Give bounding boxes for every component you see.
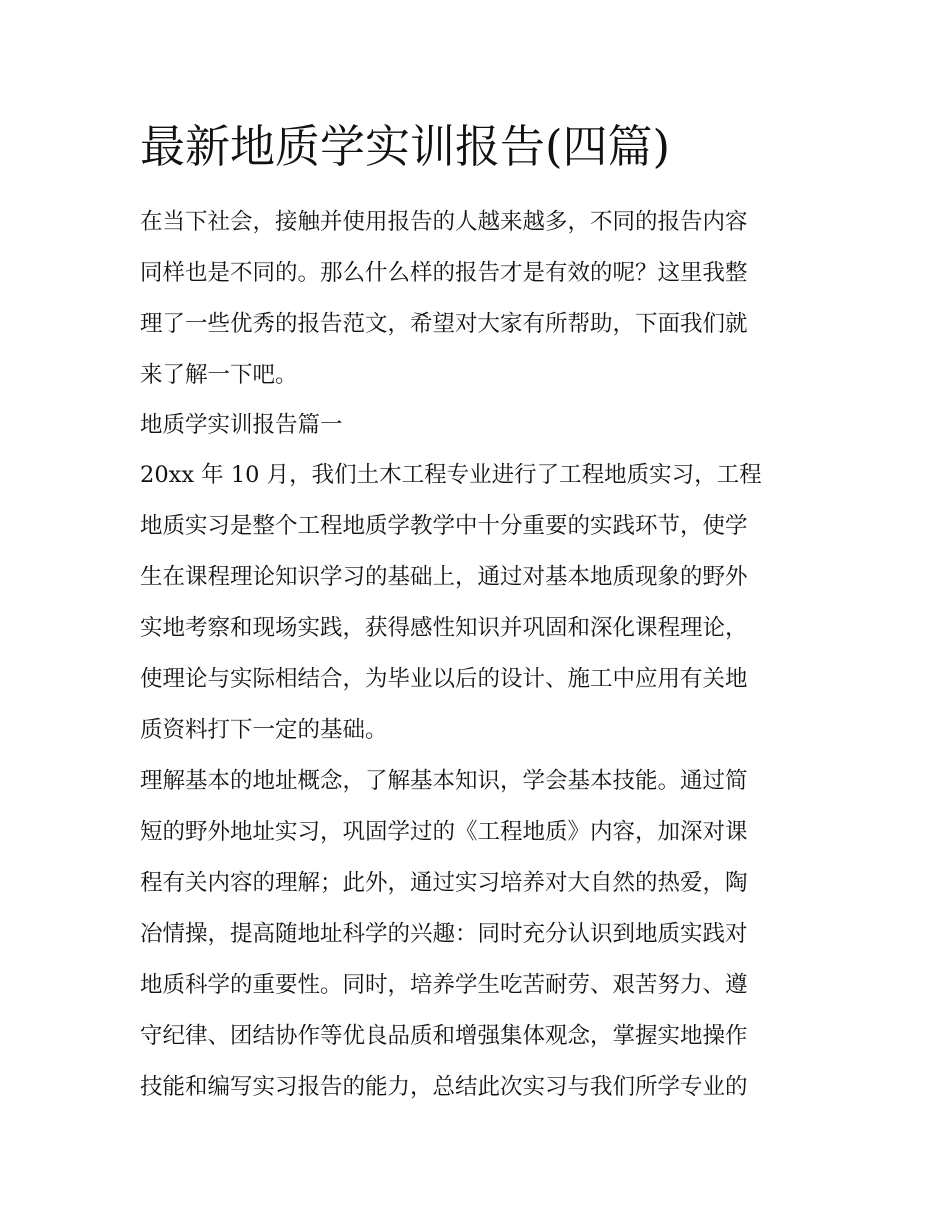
paragraph-line: 地质实习是整个工程地质学教学中十分重要的实践环节，使学 bbox=[140, 513, 748, 539]
paragraph-line: 同样也是不同的。那么什么样的报告才是有效的呢？这里我整 bbox=[140, 260, 748, 286]
paragraph-line: 来了解一下吧。 bbox=[140, 362, 298, 388]
paragraph-line: 短的野外地址实习，巩固学过的《工程地质》内容，加深对课 bbox=[140, 819, 748, 845]
paragraph-line: 质资料打下一定的基础。 bbox=[140, 717, 388, 743]
paragraph-line: 守纪律、团结协作等优良品质和增强集体观念，掌握实地操作 bbox=[140, 1023, 748, 1049]
document-title: 最新地质学实训报告(四篇) bbox=[140, 120, 671, 173]
paragraph-line: 实地考察和现场实践，获得感性知识并巩固和深化课程理论， bbox=[140, 615, 748, 641]
section-heading: 地质学实训报告篇一 bbox=[140, 412, 343, 438]
paragraph-line: 冶情操，提高随地址科学的兴趣：同时充分认识到地质实践对 bbox=[140, 921, 748, 947]
paragraph-line: 理解基本的地址概念，了解基本知识，学会基本技能。通过简 bbox=[140, 768, 748, 794]
paragraph-line: 地质科学的重要性。同时，培养学生吃苦耐劳、艰苦努力、遵 bbox=[140, 972, 748, 998]
paragraph-line: 使理论与实际相结合，为毕业以后的设计、施工中应用有关地 bbox=[140, 666, 748, 692]
paragraph-line: 程有关内容的理解；此外，通过实习培养对大自然的热爱，陶 bbox=[140, 870, 748, 896]
paragraph-line: 20xx 年 10 月，我们土木工程专业进行了工程地质实习，工程 bbox=[140, 462, 762, 488]
paragraph-line: 技能和编写实习报告的能力，总结此次实习与我们所学专业的 bbox=[140, 1074, 748, 1100]
paragraph-line: 在当下社会，接触并使用报告的人越来越多，不同的报告内容 bbox=[140, 209, 748, 235]
paragraph-line: 理了一些优秀的报告范文，希望对大家有所帮助，下面我们就 bbox=[140, 311, 748, 337]
paragraph-line: 生在课程理论知识学习的基础上，通过对基本地质现象的野外 bbox=[140, 564, 748, 590]
